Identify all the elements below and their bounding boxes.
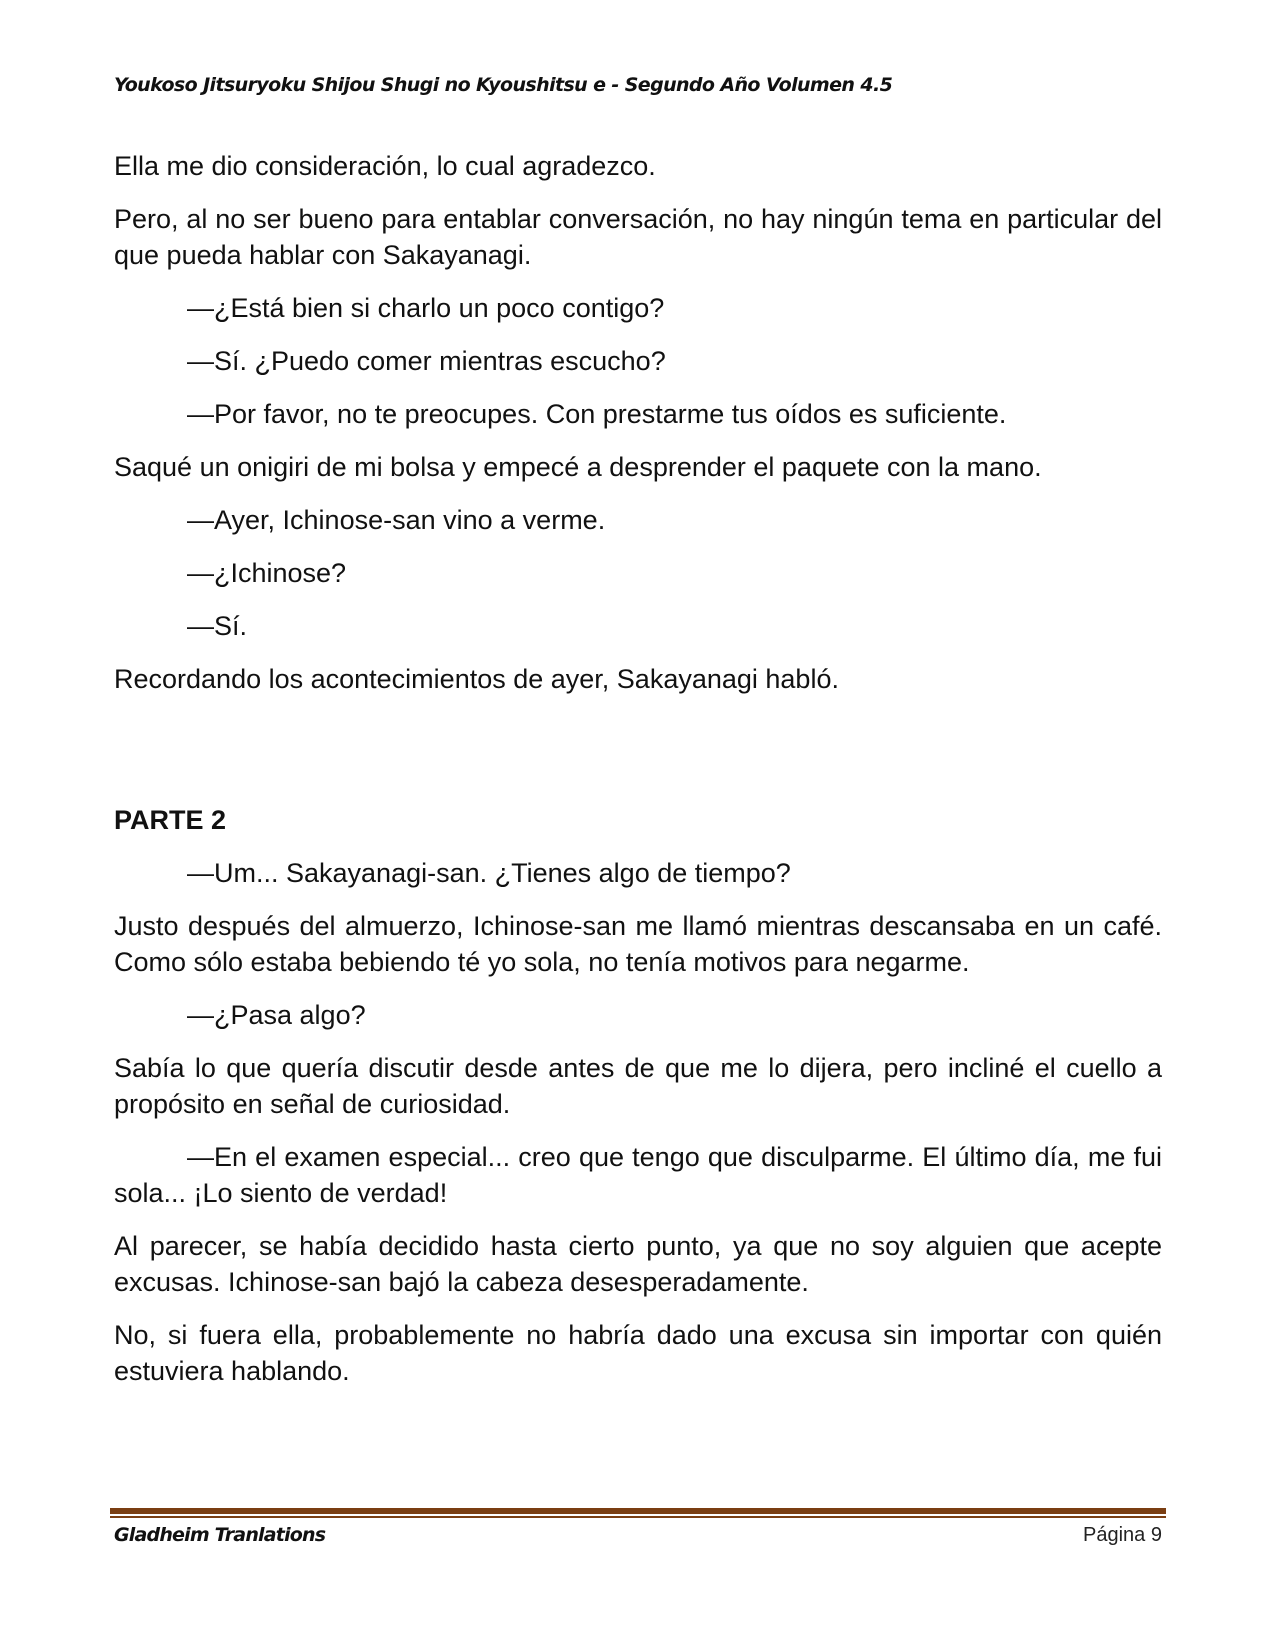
section-heading: PARTE 2 bbox=[114, 805, 227, 835]
paragraph: No, si fuera ella, probablemente no habría dado una excusa sin importar con quién estuviera hablando. bbox=[114, 1320, 1162, 1386]
paragraph: Sabía lo que quería discutir desde antes de que me lo dijera, pero incliné el cuello a propósito en señal de curiosidad. bbox=[114, 1053, 1162, 1119]
footer-rule bbox=[110, 1508, 1166, 1514]
dialogue-line: —Por favor, no te preocupes. Con prestarme tus oídos es suficiente. bbox=[187, 399, 1007, 429]
document-body bbox=[114, 148, 1162, 1406]
running-header: Youkoso Jitsuryoku Shijou Shugi no Kyoushitsu e - Segundo Año Volumen 4.5 bbox=[114, 74, 893, 96]
dialogue-line: —En el examen especial... creo que tengo que disculparme. El último día, me fui sola... ¡Lo siento de verdad! bbox=[114, 1142, 1162, 1208]
paragraph: Ella me dio consideración, lo cual agradezco. bbox=[114, 151, 656, 181]
dialogue-line: —¿Ichinose? bbox=[187, 558, 347, 588]
dialogue-line: —Sí. bbox=[187, 611, 248, 641]
paragraph: Pero, al no ser bueno para entablar conversación, no hay ningún tema en particular del que pueda hablar con Sakayanagi. bbox=[114, 204, 1162, 270]
dialogue-line: —¿Está bien si charlo un poco contigo? bbox=[187, 293, 665, 323]
paragraph: Recordando los acontecimientos de ayer, Sakayanagi habló. bbox=[114, 664, 839, 694]
paragraph: Saqué un onigiri de mi bolsa y empecé a desprender el paquete con la mano. bbox=[114, 452, 1042, 482]
footer-credit: Gladheim Tranlations bbox=[114, 1524, 326, 1546]
footer-rule-thin bbox=[110, 1516, 1166, 1518]
dialogue-line: —¿Pasa algo? bbox=[187, 1000, 366, 1030]
page-number: Página 9 bbox=[1083, 1524, 1162, 1546]
paragraph: Al parecer, se había decidido hasta cierto punto, ya que no soy alguien que acepte excusas. Ichinose-san bajó la cabeza desesperadamente. bbox=[114, 1231, 1162, 1297]
dialogue-line: —Sí. ¿Puedo comer mientras escucho? bbox=[187, 346, 666, 376]
dialogue-line: —Um... Sakayanagi-san. ¿Tienes algo de tiempo? bbox=[187, 858, 791, 888]
paragraph: Justo después del almuerzo, Ichinose-san me llamó mientras descansaba en un café. Como sólo estaba bebiendo té yo sola, no tenía motivos para negarme. bbox=[114, 911, 1162, 977]
dialogue-line: —Ayer, Ichinose-san vino a verme. bbox=[187, 505, 606, 535]
